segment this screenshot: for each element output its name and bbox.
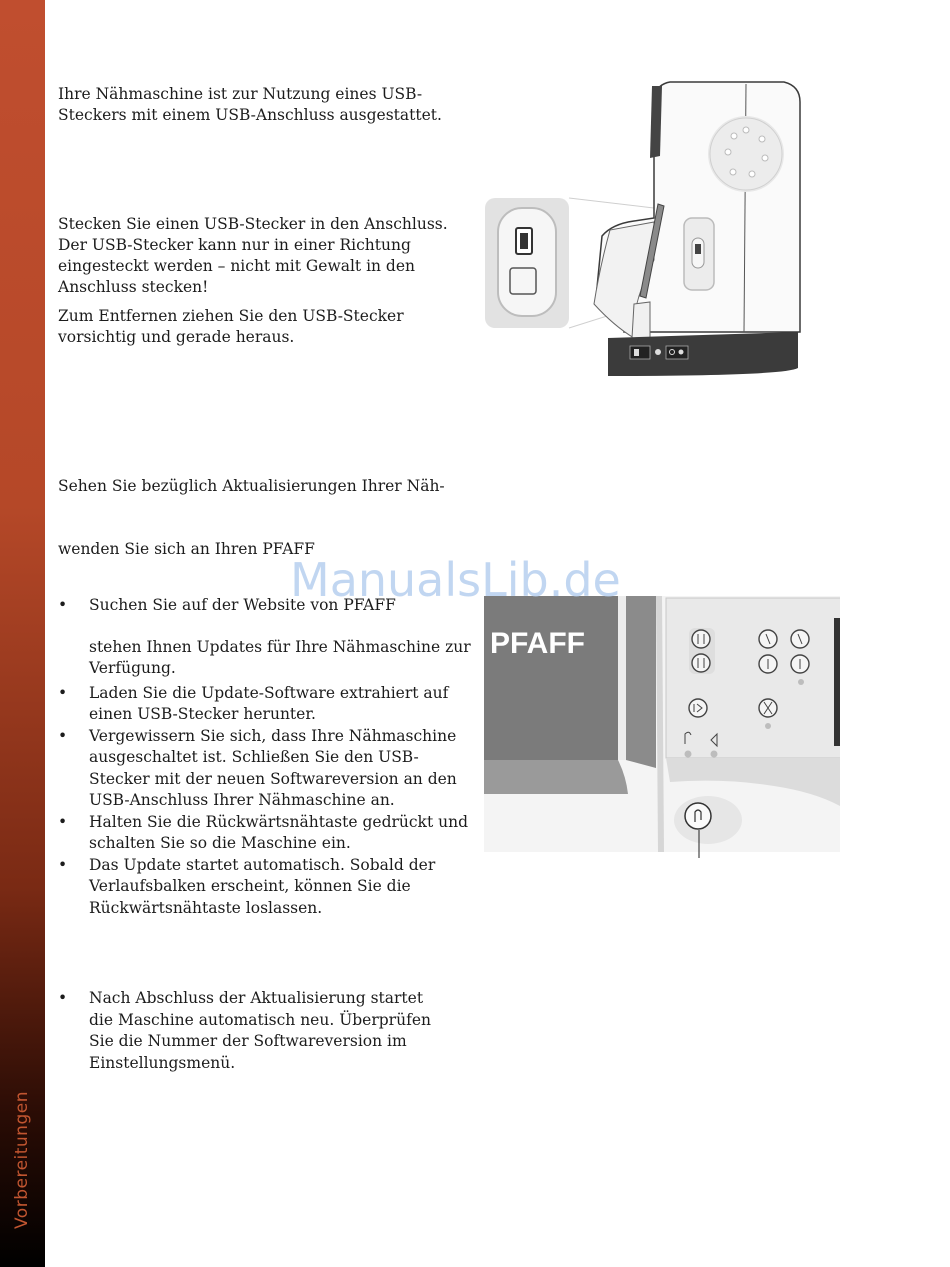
start-stop-icon xyxy=(689,699,707,717)
list-item xyxy=(58,683,473,726)
update-intro-paragraph: Sehen Sie bezüglich Aktualisierungen Ihrer Näh- xyxy=(58,477,445,495)
sidebar-band xyxy=(0,0,45,1267)
needle-up-down-icon xyxy=(692,630,710,648)
control-panel-illustration xyxy=(484,596,840,858)
step-text: Halten Sie die Rückwärtsnähtaste gedrückt und schalten Sie so die Maschine ein. xyxy=(89,812,468,852)
bullet-marker: • xyxy=(58,812,68,831)
list-item xyxy=(58,855,473,920)
list-item xyxy=(58,812,473,855)
step-text: Laden Sie die Update-Software extrahiert auf einen USB-Stecker herunter. xyxy=(89,683,449,723)
brand-logo: PFAFF xyxy=(490,627,585,660)
reverse-button-icon xyxy=(685,803,711,829)
step-text: Das Update startet automatisch. Sobald der Verlaufsbalken erscheint, können Sie die Rückwärtsnähtaste loslassen. xyxy=(89,855,436,917)
intro-paragraph: Ihre Nähmaschine ist zur Nutzung eines USB-Steckers mit einem USB-Anschluss ausgestattet. xyxy=(58,85,442,124)
bullet-marker: • xyxy=(58,989,68,1007)
update-steps-list xyxy=(58,595,473,919)
bullet-marker: • xyxy=(58,855,68,874)
insert-paragraph: Stecken Sie einen USB-Stecker in den Anschluss. Der USB-Stecker kann nur in einer Richtung eingesteckt werden – nicht mit Gewalt in den Anschluss stecken! xyxy=(58,215,448,296)
section-label: Vorbereitungen xyxy=(12,1091,32,1229)
list-item xyxy=(58,988,443,1074)
remove-paragraph: Zum Entfernen ziehen Sie den USB-Stecker vorsichtig und gerade heraus. xyxy=(58,307,404,346)
list-item xyxy=(58,726,473,812)
final-steps-list xyxy=(58,988,443,1074)
step-continuation-text: stehen Ihnen Updates für Ihre Nähmaschine zur Verfügung. xyxy=(89,637,471,677)
step-text: Suchen Sie auf der Website von PFAFF xyxy=(89,596,396,614)
list-item-continuation xyxy=(58,637,473,680)
watermark: ManualsLib.de xyxy=(290,553,621,607)
dealer-paragraph: wenden Sie sich an Ihren PFAFF xyxy=(58,540,315,558)
bullet-marker: • xyxy=(58,683,68,702)
bullet-marker: • xyxy=(58,596,68,614)
step-text: Vergewissern Sie sich, dass Ihre Nähmaschine ausgeschaltet ist. Schließen Sie den USB-Stecker mit der neuen Softwareversion an den USB-Anschluss Ihrer Nähmaschine an. xyxy=(89,726,457,809)
step-text: Nach Abschluss der Aktualisierung startet die Maschine automatisch neu. Überprüfen Sie die Nummer der Softwareversion im Einstellungsmenü. xyxy=(89,989,431,1072)
usb-port-illustration xyxy=(484,76,806,381)
bullet-marker: • xyxy=(58,726,68,745)
